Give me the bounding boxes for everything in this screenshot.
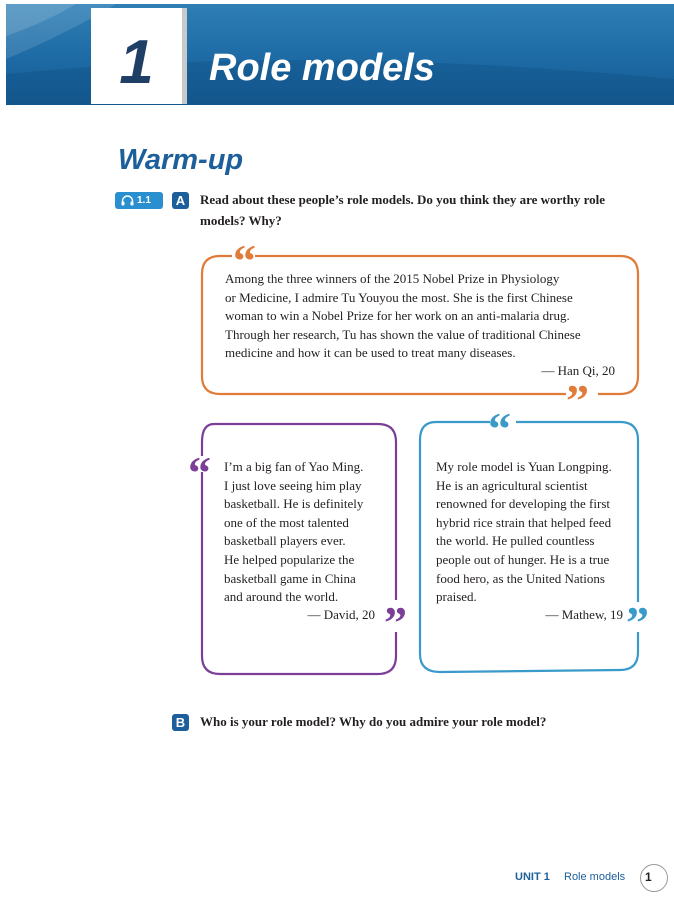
david-author: — David, 20 [307, 607, 375, 622]
quote-line: woman to win a Nobel Prize for her work on an anti-malaria drug. [225, 308, 570, 324]
section-title: Warm-up [118, 144, 244, 176]
quote-line: and around the world. [224, 589, 339, 605]
han-qi-quote [225, 270, 615, 363]
han-qi-author: — Han Qi, 20 [541, 363, 615, 378]
exercise-a-instruction-line1: Read about these people’s role models. Do you think they are worthy role [200, 192, 606, 207]
david-quote [224, 458, 375, 607]
open-quote-icon: “ [488, 403, 511, 454]
quote-line: He is an agricultural scientist [436, 477, 588, 493]
quote-line: I’m a big fan of Yao Ming. [224, 459, 364, 474]
quote-line: people out of hunger. He is a true [436, 551, 610, 567]
open-quote-icon: “ [233, 235, 256, 286]
open-quote-icon: “ [188, 447, 211, 498]
close-quote-icon: ” [626, 597, 649, 648]
quote-line: the world. He pulled countless [436, 533, 595, 549]
quote-line: He helped popularize the [224, 551, 355, 567]
quote-line: basketball. He is definitely [224, 496, 364, 512]
exercise-b-instruction: Who is your role model? Why do you admire your role model? [200, 714, 547, 729]
quote-line: I just love seeing him play [224, 477, 362, 493]
unit-title: Role models [209, 47, 435, 89]
mathew-author: — Mathew, 19 [545, 607, 623, 622]
exercise-a-label: A [172, 192, 189, 209]
unit-number: 1 [119, 28, 154, 97]
footer-unit-label: UNIT 1 [515, 871, 550, 883]
quote-line: basketball game in China [224, 570, 356, 586]
quote-line: food hero, as the United Nations [436, 570, 605, 586]
page-number: 1 [645, 870, 652, 884]
quote-line: hybrid rice strain that helped feed [436, 514, 612, 530]
quote-line: or Medicine, I admire Tu Youyou the most. She is the first Chinese [225, 289, 573, 305]
quote-line: one of the most talented [224, 514, 349, 530]
exercise-b-label: B [172, 714, 189, 731]
close-quote-icon: ” [384, 597, 407, 648]
footer-unit-title: Role models [564, 871, 626, 883]
exercise-a-instruction-line2: models? Why? [200, 213, 282, 228]
quote-line: renowned for developing the first [436, 496, 611, 512]
mathew-quote [436, 458, 623, 607]
quote-line: My role model is Yuan Longping. [436, 459, 612, 474]
quote-line: medicine and how it can be used to treat many diseases. [225, 345, 516, 361]
quote-line: basketball players ever. [224, 533, 346, 549]
audio-track-number: 1.1 [137, 195, 151, 206]
quote-line: Among the three winners of the 2015 Nobel Prize in Physiology [225, 271, 560, 286]
close-quote-icon: ” [566, 375, 589, 426]
quote-line: Through her research, Tu has shown the value of traditional Chinese [225, 326, 581, 342]
quote-line: praised. [436, 589, 477, 605]
